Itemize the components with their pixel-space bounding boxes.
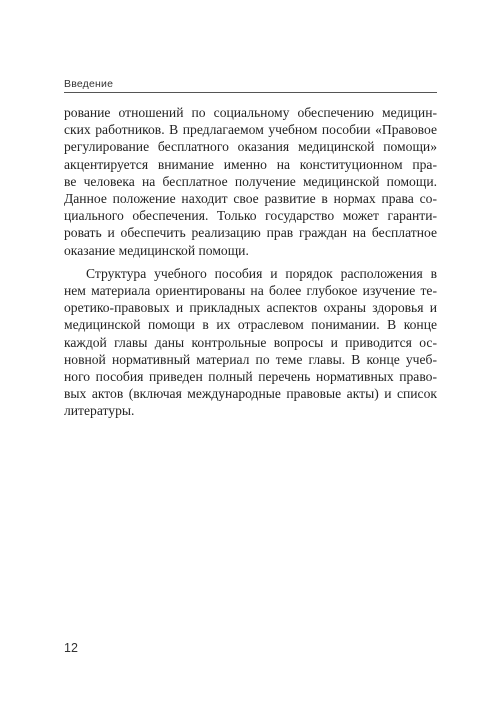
text-line: новной нормативный материал по теме главы. В конце учеб- <box>64 351 437 367</box>
text-line: акцентируется внимание именно на конституционном пра- <box>64 156 437 172</box>
text-line: нем материала ориентированы на более глубокое изучение те- <box>64 283 437 299</box>
paragraph-1 <box>64 104 437 259</box>
text-line: циального обеспечения. Только государство может гаранти- <box>64 208 437 224</box>
text-line: оказание медицинской помощи. <box>64 242 249 258</box>
text-line: Структура учебного пособия и порядок расположения в <box>86 265 437 281</box>
text-line: ровать и обеспечить реализацию прав граждан на бесплатное <box>64 225 437 241</box>
text-line: ве человека на бесплатное получение медицинской помощи. <box>64 173 437 189</box>
text-line: оретико-правовых и прикладных аспектов охраны здоровья и <box>64 300 437 316</box>
paragraph-2 <box>64 265 437 420</box>
text-line: ских работников. В предлагаемом учебном пособии «Правовое <box>64 122 437 138</box>
text-line: каждой главы даны контрольные вопросы и приводится ос- <box>64 334 437 350</box>
text-line: Данное положение находит свое развитие в нормах права со- <box>64 191 437 207</box>
text-line: ного пособия приведен полный перечень нормативных право- <box>64 369 437 385</box>
body-text <box>64 104 437 420</box>
text-line: регулирование бесплатного оказания медицинской помощи» <box>64 139 437 155</box>
text-line: литературы. <box>64 403 135 419</box>
header-rule <box>64 92 437 93</box>
page-number: 12 <box>64 641 78 655</box>
text-line: вых актов (включая международные правовые акты) и список <box>64 386 437 402</box>
running-header-title: Введение <box>64 78 114 90</box>
text-line: медицинской помощи в их отраслевом понимании. В конце <box>64 317 437 333</box>
text-line: рование отношений по социальному обеспечению медицин- <box>64 105 437 120</box>
